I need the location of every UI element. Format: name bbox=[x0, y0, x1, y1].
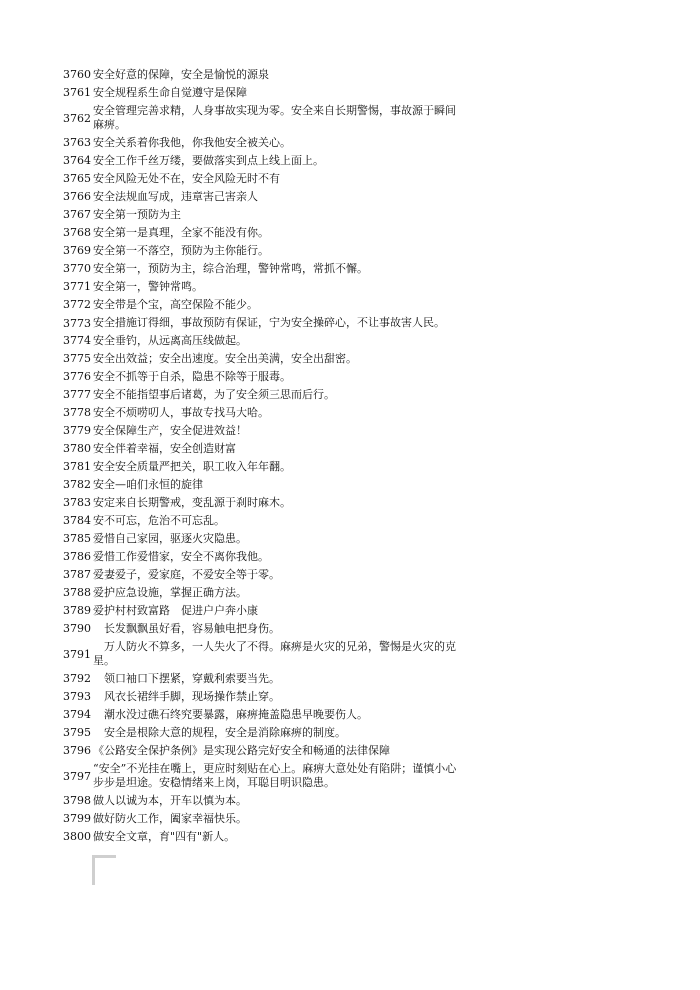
entry-number: 3773 bbox=[63, 316, 91, 330]
entry-text: 做人以诚为本，开车以慎为本。 bbox=[93, 794, 247, 807]
entry-number: 3769 bbox=[63, 244, 91, 257]
entry-text: 安全措施订得细，事故预防有保证，宁为安全操碎心，不让事故害人民。 bbox=[93, 316, 445, 329]
entry-text: 安全不抓等于自杀，隐患不除等于服毒。 bbox=[93, 370, 291, 383]
list-item bbox=[63, 278, 463, 296]
entry-text: 安定来自长期警戒，变乱源于刹时麻木。 bbox=[93, 496, 291, 509]
entry-number: 3768 bbox=[63, 226, 91, 239]
list-item bbox=[63, 760, 463, 792]
list-item bbox=[63, 422, 463, 440]
entry-number: 3763 bbox=[63, 136, 91, 149]
entry-number: 3800 bbox=[63, 830, 91, 843]
entry-number: 3796 bbox=[63, 744, 91, 757]
entry-number: 3794 bbox=[63, 708, 91, 721]
list-item bbox=[63, 476, 463, 494]
entry-number: 3774 bbox=[63, 334, 91, 347]
entry-text: 安全第一不落空，预防为主你能行。 bbox=[93, 244, 269, 257]
entry-text: 做安全文章，育"四有"新人。 bbox=[93, 830, 236, 843]
entry-number: 3795 bbox=[63, 726, 91, 739]
entry-text: 安全带是个宝，高空保险不能少。 bbox=[93, 298, 258, 311]
page-corner-mark bbox=[92, 855, 116, 885]
entry-number: 3797 bbox=[63, 769, 91, 783]
list-item bbox=[63, 706, 463, 724]
entry-number: 3770 bbox=[63, 262, 91, 275]
list-item bbox=[63, 404, 463, 422]
entry-number: 3771 bbox=[63, 280, 91, 293]
entry-text: 安全第一预防为主 bbox=[93, 208, 181, 221]
entry-text: 安全安全质量严把关，职工收入年年翻。 bbox=[93, 460, 291, 473]
list-item bbox=[63, 350, 463, 368]
list-item bbox=[63, 724, 463, 742]
entry-text: 安全伴着幸福，安全创造财富 bbox=[93, 442, 236, 455]
entry-number: 3777 bbox=[63, 388, 91, 401]
list-item bbox=[63, 206, 463, 224]
list-item bbox=[63, 548, 463, 566]
entry-text: 安全不烦唠叨人，事故专找马大哈。 bbox=[93, 406, 269, 419]
list-item bbox=[63, 260, 463, 278]
entry-number: 3783 bbox=[63, 496, 91, 509]
entry-number: 3782 bbox=[63, 478, 91, 491]
entry-number: 3762 bbox=[63, 111, 91, 125]
entry-text: 安全第一，预防为主，综合治理，警钟常鸣，常抓不懈。 bbox=[93, 262, 368, 275]
list-item bbox=[63, 620, 463, 638]
list-item bbox=[63, 828, 463, 846]
entry-text: 领口袖口下摆紧，穿戴利索要当先。 bbox=[104, 672, 280, 685]
entry-number: 3778 bbox=[63, 406, 91, 419]
entry-number: 3764 bbox=[63, 154, 91, 167]
entry-number: 3780 bbox=[63, 442, 91, 455]
entry-number: 3786 bbox=[63, 550, 91, 563]
entry-text: 万人防火不算多，一人失火了不得。麻痹是火灾的兄弟，警惕是火灾的克星。 bbox=[93, 640, 456, 667]
entry-text: 安全保障生产，安全促进效益！ bbox=[93, 424, 247, 437]
entry-text: 安全—咱们永恒的旋律 bbox=[93, 478, 203, 491]
entry-text: 长发飘飘虽好看，容易触电把身伤。 bbox=[104, 622, 280, 635]
entry-number: 3784 bbox=[63, 514, 91, 527]
entry-text: 安全规程系生命自觉遵守是保障 bbox=[93, 86, 247, 99]
list-item bbox=[63, 368, 463, 386]
list-item bbox=[63, 530, 463, 548]
entry-text: 爱护村村致富路 促进户户奔小康 bbox=[93, 604, 258, 617]
entry-number: 3798 bbox=[63, 794, 91, 807]
list-item bbox=[63, 458, 463, 476]
entry-text: 爱惜自己家园，驱逐火灾隐患。 bbox=[93, 532, 247, 545]
entry-number: 3781 bbox=[63, 460, 91, 473]
entry-text: 安不可忘，危治不可忘乱。 bbox=[93, 514, 225, 527]
list-item bbox=[63, 296, 463, 314]
list-item bbox=[63, 670, 463, 688]
entry-text: 安全工作千丝万缕，要做落实到点上线上面上。 bbox=[93, 154, 324, 167]
entry-number: 3791 bbox=[63, 647, 91, 661]
entry-text: 爱护应急设施，掌握正确方法。 bbox=[93, 586, 247, 599]
entry-text: 安全第一，警钟常鸣。 bbox=[93, 280, 203, 293]
list-item bbox=[63, 494, 463, 512]
entry-text: 安全不能指望事后诸葛，为了安全须三思而后行。 bbox=[93, 388, 335, 401]
list-item bbox=[63, 170, 463, 188]
list-item bbox=[63, 102, 463, 134]
entry-number: 3760 bbox=[63, 68, 91, 81]
list-item bbox=[63, 602, 463, 620]
list-item bbox=[63, 84, 463, 102]
entry-text: 安全法规血写成，违章害己害亲人 bbox=[93, 190, 258, 203]
entry-number: 3788 bbox=[63, 586, 91, 599]
entry-text: 安全关系着你我他，你我他安全被关心。 bbox=[93, 136, 291, 149]
entry-text: 《公路安全保护条例》是实现公路完好安全和畅通的法律保障 bbox=[93, 744, 390, 757]
entry-number: 3792 bbox=[63, 672, 91, 685]
entry-number: 3767 bbox=[63, 208, 91, 221]
entry-text: 爱妻爱子，爱家庭，不爱安全等于零。 bbox=[93, 568, 280, 581]
entry-number: 3765 bbox=[63, 172, 91, 185]
entry-text: 安全垂钓，从远离高压线做起。 bbox=[93, 334, 247, 347]
entry-text: 做好防火工作，阖家幸福快乐。 bbox=[93, 812, 247, 825]
entry-text: 安全是根除大意的规程，安全是消除麻痹的制度。 bbox=[104, 726, 346, 739]
entry-text: 安全出效益；安全出速度。安全出美满，安全出甜密。 bbox=[93, 352, 357, 365]
list-item bbox=[63, 332, 463, 350]
entry-number: 3761 bbox=[63, 86, 91, 99]
entry-number: 3766 bbox=[63, 190, 91, 203]
list-item bbox=[63, 242, 463, 260]
list-item bbox=[63, 810, 463, 828]
list-item bbox=[63, 440, 463, 458]
list-item bbox=[63, 224, 463, 242]
list-item bbox=[63, 314, 463, 332]
entry-number: 3772 bbox=[63, 298, 91, 311]
entry-number: 3779 bbox=[63, 424, 91, 437]
entry-number: 3787 bbox=[63, 568, 91, 581]
entry-text: 潮水没过礁石终究要暴露，麻痹掩盖隐患早晚要伤人。 bbox=[104, 708, 368, 721]
list-item bbox=[63, 512, 463, 530]
entry-number: 3793 bbox=[63, 690, 91, 703]
entry-text: 安全好意的保障，安全是愉悦的源泉 bbox=[93, 68, 269, 81]
entry-number: 3785 bbox=[63, 532, 91, 545]
list-item bbox=[63, 566, 463, 584]
list-item bbox=[63, 584, 463, 602]
entry-number: 3799 bbox=[63, 812, 91, 825]
entry-number: 3790 bbox=[63, 622, 91, 635]
entry-number: 3789 bbox=[63, 604, 91, 617]
entry-text: 安全风险无处不在，安全风险无时不有 bbox=[93, 172, 280, 185]
list-item bbox=[63, 792, 463, 810]
list-item bbox=[63, 688, 463, 706]
slogan-list bbox=[63, 66, 463, 846]
entry-text: 安全管理完善求精，人身事故实现为零。安全来自长期警惕，事故源于瞬间麻痹。 bbox=[93, 104, 456, 131]
entry-text: “安全”不光挂在嘴上，更应时刻贴在心上。麻痹大意处处有陷阱；谨慎小心步步是坦途。安稳情绪来上岗，耳聪目明识隐患。 bbox=[93, 762, 457, 789]
list-item bbox=[63, 152, 463, 170]
entry-number: 3775 bbox=[63, 352, 91, 365]
list-item bbox=[63, 188, 463, 206]
entry-text: 安全第一是真理，全家不能没有你。 bbox=[93, 226, 269, 239]
entry-number: 3776 bbox=[63, 370, 91, 383]
list-item bbox=[63, 66, 463, 84]
list-item bbox=[63, 134, 463, 152]
list-item bbox=[63, 386, 463, 404]
entry-text: 风衣长裙绊手脚，现场操作禁止穿。 bbox=[104, 690, 280, 703]
list-item bbox=[63, 742, 463, 760]
entry-text: 爱惜工作爱惜家，安全不离你我他。 bbox=[93, 550, 269, 563]
list-item bbox=[63, 638, 463, 670]
